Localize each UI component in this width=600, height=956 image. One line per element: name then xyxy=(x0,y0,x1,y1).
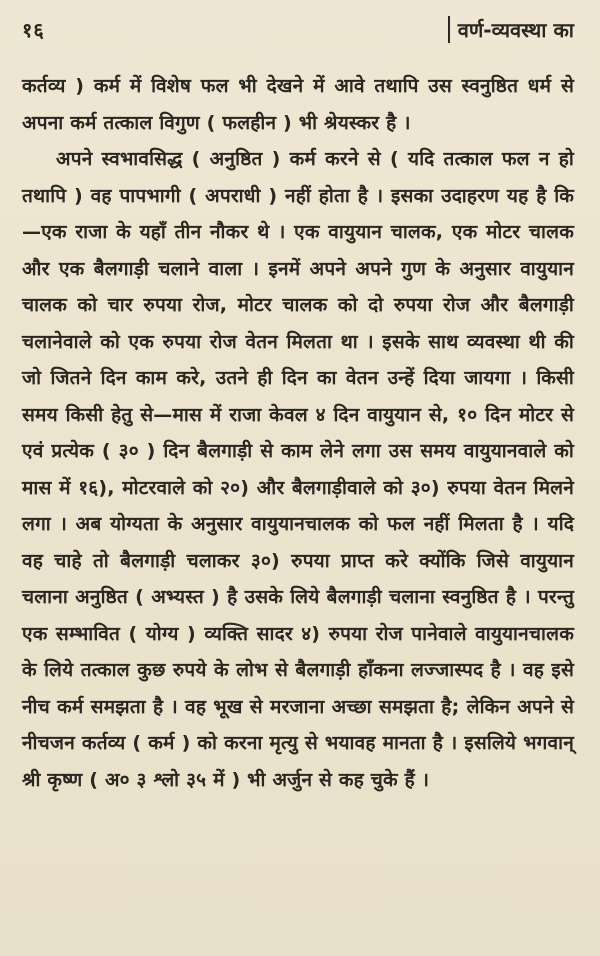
running-head: वर्ण-व्यवस्था का xyxy=(448,16,574,43)
paragraph: अपने स्वभावसिद्ध ( अनुष्ठित ) कर्म करने से ( यदि तत्काल फल न हो तथापि ) वह पापभागी ( अपराधी ) नहीं होता है । इसका उदाहरण यह है कि—एक राजा के यहाँ तीन नौकर थे । एक वायुयान चालक, एक मोटर चालक और एक बैलगाड़ी चलाने वाला । इनमें अपने अपने गुण के अनुसार वायुयान चालक को चार रुपया रोज, मोटर चालक को दो रुपया रोज और बैलगाड़ी चलानेवाले को एक रुपया रोज वेतन मिलता था । इसके साथ व्यवस्था थी की जो जितने दिन काम करे, उतने ही दिन का वेतन उन्हें दिया जायगा । किसी समय किसी हेतु से—मास में राजा केवल ४ दिन वायुयान से, १० दिन मोटर से एवं प्रत्येक ( ३० ) दिन बैलगाड़ी से काम लेने लगा उस समय वायुयानवाले को मास में १६), मोटरवाले को २०) और बैलगाड़ीवाले को ३०) रुपया वेतन मिलने लगा । अब योग्यता के अनुसार वायुयानचालक को फल नहीं मिलता है । यदि वह चाहे तो बैलगाड़ी चलाकर ३०) रुपया प्राप्त करे क्योंकि जिसे वायुयान चलाना अनुष्ठित ( अभ्यस्त ) है उसके लिये बैलगाड़ी चलाना स्वनुष्ठित है । परन्तु एक सम्भावित ( योग्य ) व्यक्ति सादर ४) रुपया रोज पानेवाले वायुयानचालक के लिये तत्काल कुछ रुपये के लोभ से बैलगाड़ी हाँकना लज्जास्पद है । वह इसे नीच कर्म समझता है । वह भूख से मरजाना अच्छा समझता है; लेकिन अपने से नीचजन कर्तव्य ( कर्म ) को करना मृत्यु से भयावह मानता है । इसलिये भगवान् श्री कृष्ण ( अ० ३ श्लो ३५ में ) भी अर्जुन से कह चुके हैं । xyxy=(22,148,574,791)
paragraph: कर्तव्य ) कर्म में विशेष फल भी देखने में आवे तथापि उस स्वनुष्ठित धर्म से अपना कर्म तत्काल विगुण ( फलहीन ) भी श्रेयस्कर है । xyxy=(22,75,574,134)
body-text xyxy=(22,68,574,798)
page-number: १६ xyxy=(22,18,45,42)
page-header xyxy=(22,16,574,60)
